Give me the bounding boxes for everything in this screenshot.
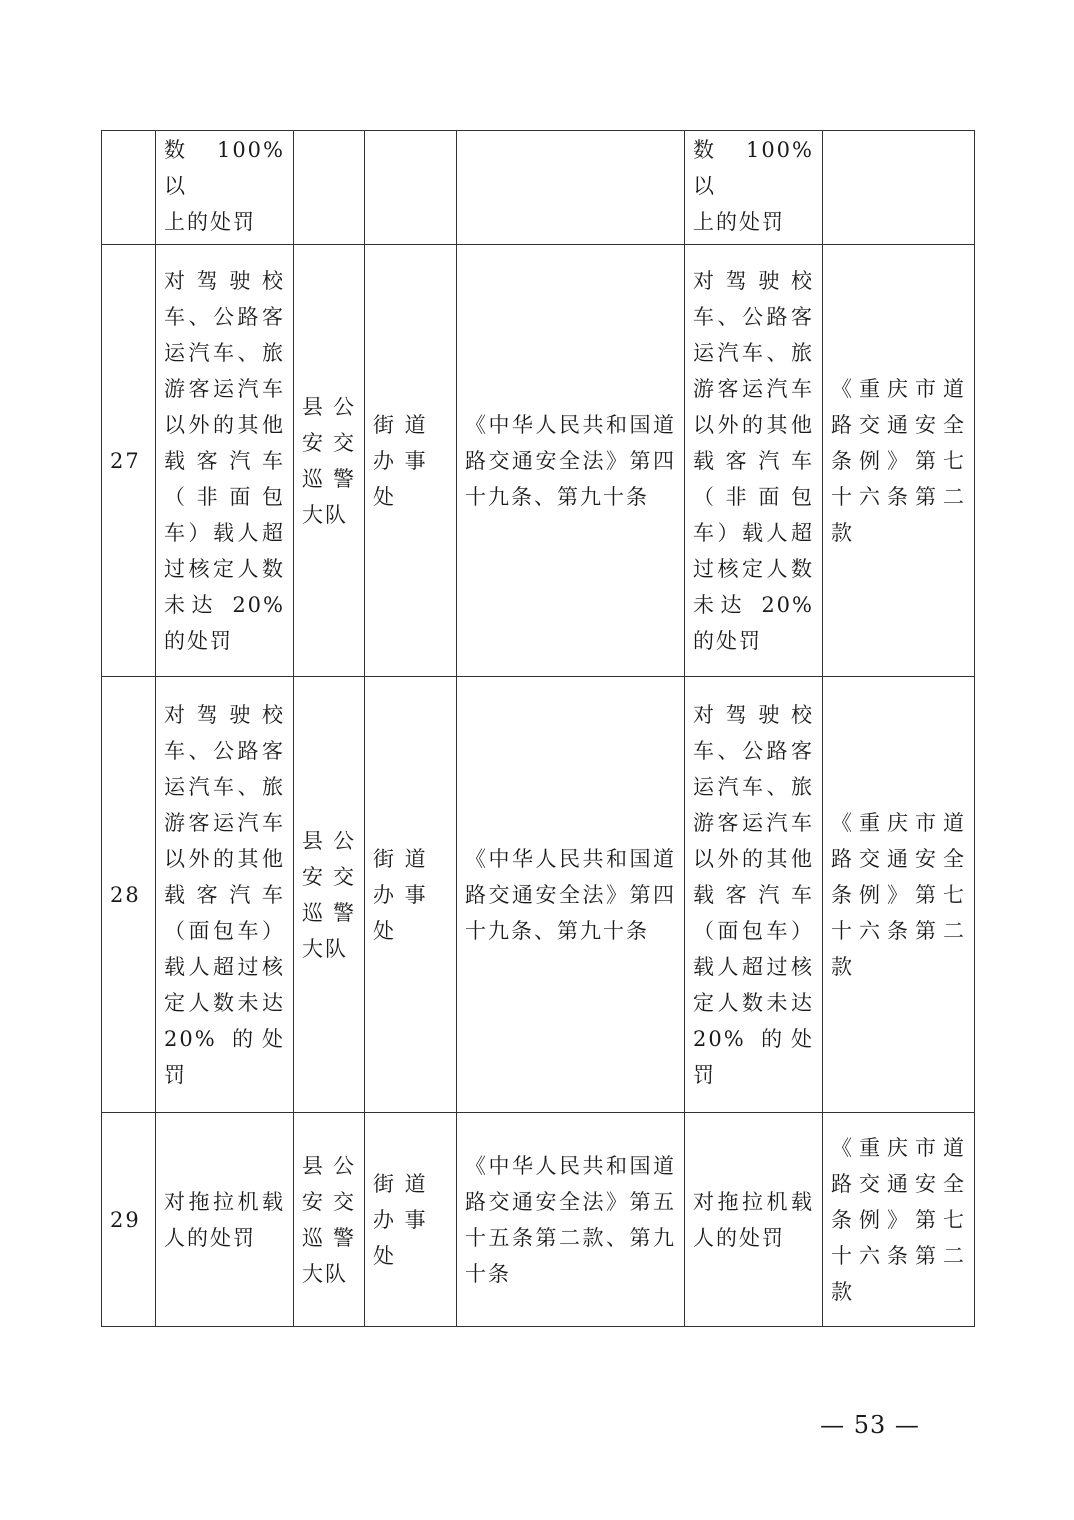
row-number: 28 [102, 677, 156, 1113]
row-number: 27 [102, 245, 156, 677]
enforcement-dept [294, 131, 365, 245]
table-row [102, 677, 975, 1113]
regulation-basis: 《重庆市道路交通安全条例》第七十六条第二款 [823, 677, 975, 1113]
enforcement-dept: 县公安交巡警大队 [294, 1113, 365, 1327]
assigned-unit: 街 道 办 事 处 [365, 1113, 457, 1327]
assigned-unit: 街 道 办 事 处 [365, 677, 457, 1113]
penalty-item-repeat: 对驾驶校车、公路客运汽车、旅游客运汽车以外的其他载客汽车（非面包车）载人超过核定人数未达 20% 的处罚 [685, 245, 823, 677]
table-row [102, 131, 975, 245]
penalty-item: 对驾驶校车、公路客运汽车、旅游客运汽车以外的其他载客汽车（面包车）载人超过核定人数未达 20% 的处罚 [156, 677, 294, 1113]
penalty-item: 数 100%以 上的处罚 [156, 131, 294, 245]
row-number: 29 [102, 1113, 156, 1327]
legal-basis [457, 131, 685, 245]
legal-basis: 《中华人民共和国道路交通安全法》第四十九条、第九十条 [457, 245, 685, 677]
enforcement-dept: 县公安交巡警大队 [294, 245, 365, 677]
regulation-basis: 《重庆市道路交通安全条例》第七十六条第二款 [823, 245, 975, 677]
table-row [102, 1113, 975, 1327]
penalty-item: 对驾驶校车、公路客运汽车、旅游客运汽车以外的其他载客汽车（非面包车）载人超过核定人数未达 20% 的处罚 [156, 245, 294, 677]
legal-basis: 《中华人民共和国道路交通安全法》第四十九条、第九十条 [457, 677, 685, 1113]
row-number [102, 131, 156, 245]
enforcement-dept: 县公安交巡警大队 [294, 677, 365, 1113]
regulation-basis [823, 131, 975, 245]
table-row [102, 245, 975, 677]
penalty-item-repeat: 数 100%以 上的处罚 [685, 131, 823, 245]
penalty-item-repeat: 对驾驶校车、公路客运汽车、旅游客运汽车以外的其他载客汽车（面包车）载人超过核定人数未达 20% 的处罚 [685, 677, 823, 1113]
legal-basis: 《中华人民共和国道路交通安全法》第五十五条第二款、第九十条 [457, 1113, 685, 1327]
penalty-item-repeat: 对拖拉机载人的处罚 [685, 1113, 823, 1327]
assigned-unit: 街 道 办 事 处 [365, 245, 457, 677]
page-number: — 53 — [820, 1411, 920, 1439]
assigned-unit [365, 131, 457, 245]
penalty-table [101, 130, 975, 1327]
penalty-item: 对拖拉机载人的处罚 [156, 1113, 294, 1327]
regulation-basis: 《重庆市道路交通安全条例》第七十六条第二款 [823, 1113, 975, 1327]
